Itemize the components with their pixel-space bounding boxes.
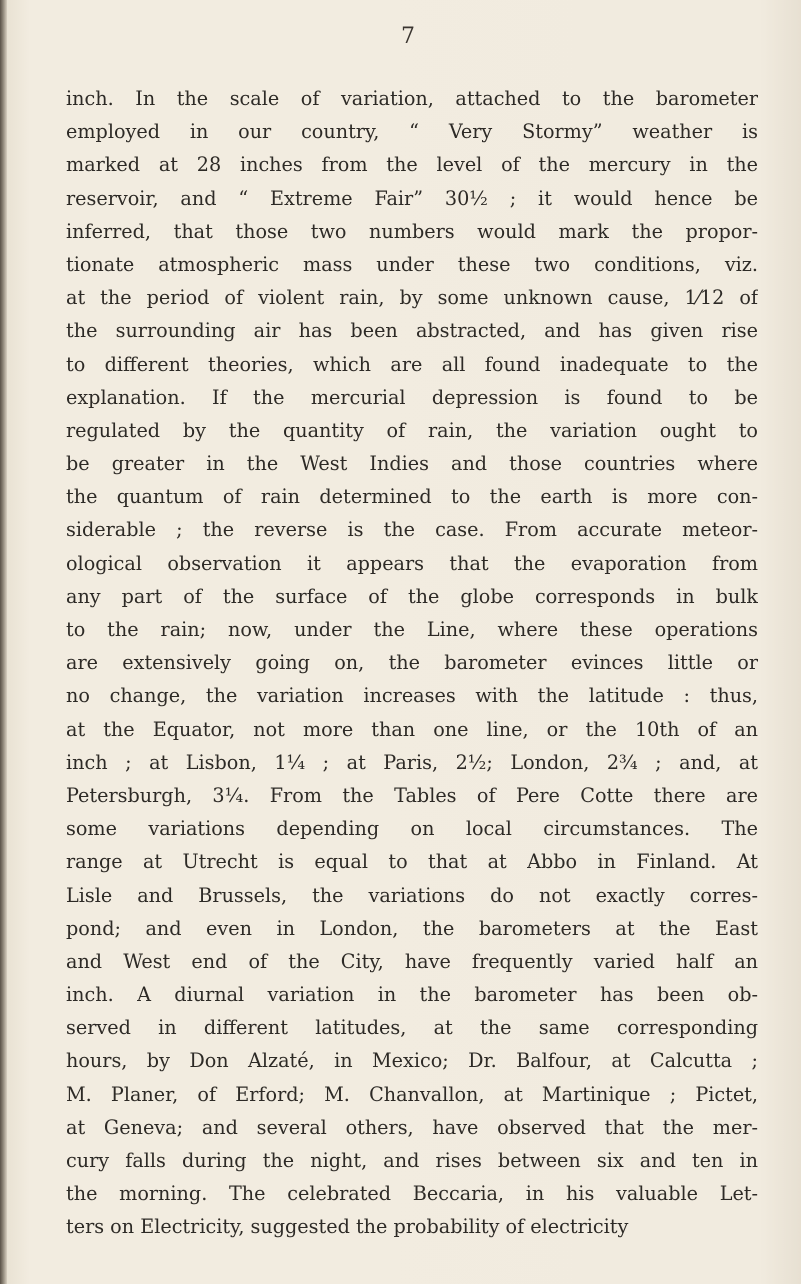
text-line: cury falls during the night, and rises between six and ten in bbox=[66, 1149, 758, 1172]
text-line: are extensively going on, the barometer evinces little or bbox=[66, 651, 758, 675]
body-text bbox=[66, 82, 758, 1244]
text-line: Petersburgh, 3¼. From the Tables of Pere Cotte there are bbox=[66, 783, 758, 807]
text-line: reservoir, and “ Extreme Fair” 30½ ; it would hence be bbox=[66, 186, 758, 210]
text-line: Lisle and Brussels, the variations do not exactly corres- bbox=[66, 883, 758, 907]
text-line: be greater in the West Indies and those countries where bbox=[66, 452, 758, 476]
text-line: inch. In the scale of variation, attached to the barometer bbox=[66, 87, 758, 110]
text-line: the surrounding air has been abstracted, and has given rise bbox=[66, 319, 758, 343]
text-line: inch. A diurnal variation in the barometer has been ob- bbox=[66, 983, 758, 1007]
text-line: at the Equator, not more than one line, or the 10th of an bbox=[66, 717, 758, 741]
text-line: inch ; at Lisbon, 1¼ ; at Paris, 2½; London, 2¾ ; and, at bbox=[66, 750, 758, 774]
text-line: regulated by the quantity of rain, the variation ought to bbox=[66, 418, 758, 442]
page-number: 7 bbox=[401, 24, 415, 49]
text-line: some variations depending on local circumstances. The bbox=[66, 817, 758, 841]
text-line: tionate atmospheric mass under these two conditions, viz. bbox=[66, 252, 758, 276]
text-line: the quantum of rain determined to the earth is more con- bbox=[66, 485, 758, 509]
text-line: the morning. The celebrated Beccaria, in his valuable Let- bbox=[66, 1182, 758, 1206]
text-line: and West end of the City, have frequently varied half an bbox=[66, 949, 758, 973]
text-line: to different theories, which are all found inadequate to the bbox=[66, 352, 758, 376]
text-line: to the rain; now, under the Line, where these operations bbox=[66, 618, 758, 641]
text-line: served in different latitudes, at the same corresponding bbox=[66, 1016, 758, 1040]
text-line: at Geneva; and several others, have observed that the mer- bbox=[66, 1115, 758, 1139]
page-binding-edge bbox=[0, 0, 7, 1284]
text-line: M. Planer, of Erford; M. Chanvallon, at Martinique ; Pictet, bbox=[66, 1082, 758, 1106]
text-line: marked at 28 inches from the level of the mercury in the bbox=[66, 153, 758, 177]
text-line: hours, by Don Alzaté, in Mexico; Dr. Balfour, at Calcutta ; bbox=[66, 1049, 758, 1073]
text-line: pond; and even in London, the barometers at the East bbox=[66, 916, 758, 940]
text-line: range at Utrecht is equal to that at Abbo in Finland. At bbox=[66, 850, 758, 874]
text-line: inferred, that those two numbers would mark the propor- bbox=[66, 219, 758, 243]
text-line: explanation. If the mercurial depression is found to be bbox=[66, 385, 758, 409]
text-line: any part of the surface of the globe corresponds in bulk bbox=[66, 584, 758, 608]
text-line: siderable ; the reverse is the case. From accurate meteor- bbox=[66, 518, 758, 542]
text-line: ological observation it appears that the evaporation from bbox=[66, 551, 758, 575]
text-line: no change, the variation increases with the latitude : thus, bbox=[66, 684, 758, 708]
text-line: employed in our country, “ Very Stormy” weather is bbox=[66, 120, 758, 144]
text-line: ters on Electricity, suggested the probability of electricity bbox=[66, 1215, 629, 1239]
text-line: at the period of violent rain, by some unknown cause, 1⁄12 of bbox=[66, 286, 758, 310]
